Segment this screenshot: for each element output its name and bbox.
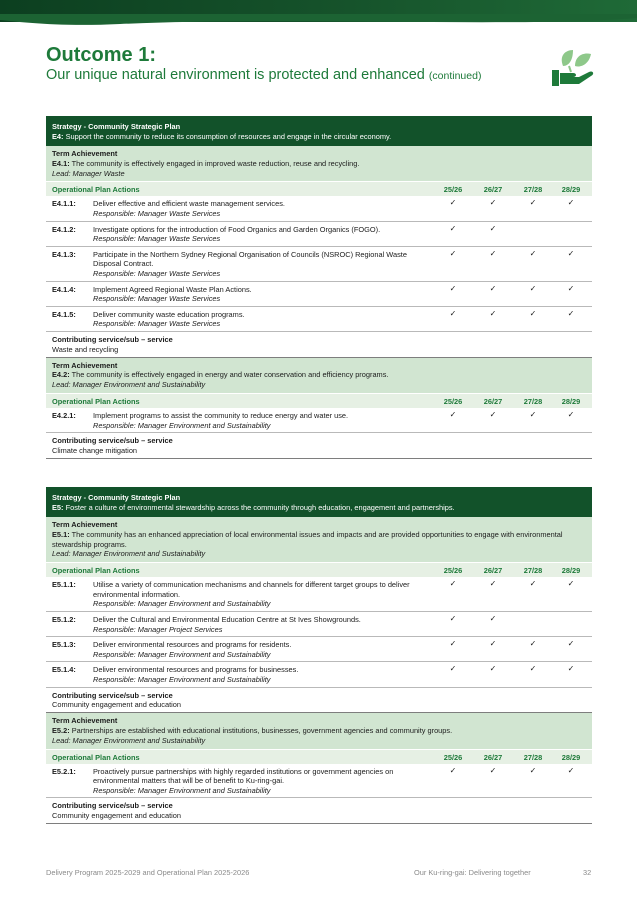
contributing-heading: Contributing service/sub – service <box>52 436 173 446</box>
actions-header-label: Operational Plan Actions <box>52 185 140 195</box>
tick-icon: ✓ <box>489 409 497 419</box>
tick-icon: ✓ <box>489 639 497 649</box>
strategy-block-e4 <box>46 116 592 459</box>
action-row <box>46 222 592 247</box>
year-header: 25/26 <box>443 185 463 195</box>
contributing-value: Community engagement and education <box>52 811 182 821</box>
tick-icon: ✓ <box>449 409 457 419</box>
term-achievement <box>46 146 592 181</box>
action-description: Participate in the Northern Sydney Regional Organisation of Councils (NSROC) Regional Waste Disposal Contract. <box>93 249 407 269</box>
tick-icon: ✓ <box>567 248 575 258</box>
action-row <box>46 196 592 221</box>
action-description: Proactively pursue partnerships with highly regarded institutions or government agencies on environmental matters that will be of benefit to Ku-ring-gai. <box>93 766 394 786</box>
term-heading: Term Achievement <box>52 149 118 158</box>
tick-icon: ✓ <box>529 248 537 258</box>
contributing-value: Community engagement and education <box>52 700 182 710</box>
tick-icon: ✓ <box>529 765 537 775</box>
term-text: Partnerships are established with educational institutions, businesses, government agencies and community groups. <box>71 725 453 735</box>
tick-icon: ✓ <box>529 198 537 208</box>
tick-icon: ✓ <box>489 248 497 258</box>
actions-header-label: Operational Plan Actions <box>52 566 140 576</box>
term-heading: Term Achievement <box>52 520 118 529</box>
subtitle-suffix: (continued) <box>428 70 482 82</box>
contributing-service <box>46 332 592 358</box>
action-row <box>46 282 592 307</box>
subtitle-text: Our unique natural environment is protected and enhanced <box>46 67 425 83</box>
action-responsible: Responsible: Manager Environment and Sustainability <box>93 674 271 684</box>
action-responsible: Responsible: Manager Waste Services <box>93 208 221 218</box>
term-code: E5.2: <box>52 725 70 735</box>
action-code: E5.1.3: <box>52 640 76 650</box>
actions-header-label: Operational Plan Actions <box>52 752 140 762</box>
year-header: 26/27 <box>483 185 503 195</box>
tick-icon: ✓ <box>449 223 457 233</box>
action-responsible: Responsible: Manager Environment and Sustainability <box>93 599 271 609</box>
year-header: 27/28 <box>523 566 543 576</box>
action-code: E5.1.4: <box>52 665 76 675</box>
action-responsible: Responsible: Manager Waste Services <box>93 234 221 244</box>
action-row <box>46 307 592 332</box>
action-row <box>46 637 592 662</box>
action-description: Implement Agreed Regional Waste Plan Actions. <box>93 284 252 294</box>
tick-icon: ✓ <box>449 664 457 674</box>
action-row <box>46 408 592 433</box>
strategy-heading: Strategy - Community Strategic Plan <box>52 122 181 131</box>
tick-icon: ✓ <box>529 409 537 419</box>
term-achievement <box>46 713 592 748</box>
tick-icon: ✓ <box>489 613 497 623</box>
year-header: 25/26 <box>443 566 463 576</box>
actions-header-label: Operational Plan Actions <box>52 396 140 406</box>
action-description: Implement programs to assist the community to reduce energy and water use. <box>93 410 349 420</box>
tick-icon: ✓ <box>449 308 457 318</box>
tick-icon: ✓ <box>567 664 575 674</box>
action-description: Deliver environmental resources and programs for businesses. <box>93 665 299 675</box>
contributing-heading: Contributing service/sub – service <box>52 801 173 811</box>
tick-icon: ✓ <box>449 283 457 293</box>
term-lead: Lead: Manager Environment and Sustainability <box>52 549 206 559</box>
tick-icon: ✓ <box>449 248 457 258</box>
tick-icon: ✓ <box>449 765 457 775</box>
strategy-header <box>46 116 592 146</box>
year-header: 26/27 <box>483 752 503 762</box>
action-description: Deliver community waste education programs. <box>93 309 245 319</box>
year-header: 25/26 <box>443 396 463 406</box>
action-row <box>46 612 592 637</box>
year-header: 28/29 <box>561 396 581 406</box>
strategy-header <box>46 487 592 517</box>
action-code: E4.1.3: <box>52 249 76 259</box>
tick-icon: ✓ <box>529 579 537 589</box>
tick-icon: ✓ <box>489 765 497 775</box>
action-row <box>46 764 592 799</box>
contributing-value: Climate change mitigation <box>52 445 138 455</box>
strategy-block-e5 <box>46 487 592 824</box>
contributing-service <box>46 688 592 714</box>
tick-icon: ✓ <box>567 579 575 589</box>
tick-icon: ✓ <box>489 198 497 208</box>
contributing-service <box>46 433 592 459</box>
action-code: E4.1.1: <box>52 199 76 209</box>
year-header: 28/29 <box>561 752 581 762</box>
action-responsible: Responsible: Manager Environment and Sustainability <box>93 649 271 659</box>
year-header: 26/27 <box>483 566 503 576</box>
year-header: 26/27 <box>483 396 503 406</box>
action-row <box>46 662 592 687</box>
tick-icon: ✓ <box>567 409 575 419</box>
term-text: The community is effectively engaged in energy and water conservation and efficiency programs. <box>71 370 389 380</box>
action-code: E5.1.2: <box>52 614 76 624</box>
contributing-heading: Contributing service/sub – service <box>52 334 173 344</box>
term-achievement <box>46 358 592 393</box>
strategy-text: Foster a culture of environmental stewardship across the community through education, engagement and partnerships. <box>65 503 455 512</box>
header-wave <box>0 14 637 28</box>
action-responsible: Responsible: Manager Waste Services <box>93 268 221 278</box>
term-text: The community is effectively engaged in improved waste reduction, reuse and recycling. <box>71 158 360 168</box>
year-header: 27/28 <box>523 396 543 406</box>
term-text: The community has an enhanced appreciation of local environmental issues and impacts and are provided opportunities to engage with environmental stewardship programs. <box>52 529 563 549</box>
tick-icon: ✓ <box>449 639 457 649</box>
tick-icon: ✓ <box>529 283 537 293</box>
tick-icon: ✓ <box>489 579 497 589</box>
year-header: 28/29 <box>561 566 581 576</box>
action-description: Utilise a variety of communication mechanisms and channels for different target groups to deliver environmental information. <box>93 580 410 599</box>
tick-icon: ✓ <box>449 198 457 208</box>
action-row <box>46 577 592 612</box>
tick-icon: ✓ <box>489 664 497 674</box>
tick-icon: ✓ <box>567 639 575 649</box>
tick-icon: ✓ <box>529 308 537 318</box>
action-row <box>46 247 592 282</box>
term-code: E4.1: <box>52 158 70 168</box>
action-code: E5.2.1: <box>52 766 76 776</box>
actions-header <box>46 393 592 408</box>
term-lead: Lead: Manager Environment and Sustainability <box>52 380 206 390</box>
page-number: 32 <box>583 868 592 877</box>
action-description: Deliver environmental resources and programs for residents. <box>93 640 292 650</box>
action-code: E4.2.1: <box>52 410 76 420</box>
tick-icon: ✓ <box>529 664 537 674</box>
term-code: E5.1: <box>52 529 70 539</box>
tick-icon: ✓ <box>567 198 575 208</box>
term-achievement <box>46 517 592 562</box>
tick-icon: ✓ <box>567 765 575 775</box>
actions-header <box>46 181 592 196</box>
page-subtitle <box>46 67 481 83</box>
action-responsible: Responsible: Manager Environment and Sustainability <box>93 420 271 430</box>
action-responsible: Responsible: Manager Environment and Sustainability <box>93 785 271 795</box>
term-heading: Term Achievement <box>52 360 118 370</box>
tick-icon: ✓ <box>489 308 497 318</box>
year-header: 28/29 <box>561 185 581 195</box>
term-heading: Term Achievement <box>52 716 118 726</box>
term-code: E4.2: <box>52 370 70 380</box>
tick-icon: ✓ <box>449 579 457 589</box>
strategy-code: E5: <box>52 503 64 512</box>
action-code: E5.1.1: <box>52 580 76 590</box>
term-lead: Lead: Manager Waste <box>52 168 125 178</box>
strategy-code: E4: <box>52 132 64 141</box>
contributing-value: Waste and recycling <box>52 344 119 354</box>
action-code: E4.1.2: <box>52 224 76 234</box>
term-lead: Lead: Manager Environment and Sustainability <box>52 735 206 745</box>
action-code: E4.1.5: <box>52 309 76 319</box>
tick-icon: ✓ <box>489 283 497 293</box>
footer-document-title: Delivery Program 2025-2029 and Operational Plan 2025-2026 <box>46 868 250 877</box>
actions-header <box>46 749 592 764</box>
tick-icon: ✓ <box>567 308 575 318</box>
page-title: Outcome 1: <box>46 44 157 66</box>
strategy-text: Support the community to reduce its consumption of resources and engage in the circular economy. <box>65 132 392 141</box>
hand-with-leaves-icon <box>549 46 595 88</box>
action-responsible: Responsible: Manager Project Services <box>93 624 223 634</box>
contributing-heading: Contributing service/sub – service <box>52 690 173 700</box>
tick-icon: ✓ <box>489 223 497 233</box>
action-code: E4.1.4: <box>52 284 76 294</box>
tick-icon: ✓ <box>529 639 537 649</box>
actions-header <box>46 562 592 577</box>
footer-tagline: Our Ku-ring-gai: Delivering together <box>414 868 531 877</box>
contributing-service <box>46 798 592 824</box>
year-header: 25/26 <box>443 752 463 762</box>
tick-icon: ✓ <box>449 613 457 623</box>
action-description: Deliver effective and efficient waste management services. <box>93 199 285 209</box>
action-description: Deliver the Cultural and Environmental Education Centre at St Ives Showgrounds. <box>93 614 361 624</box>
year-header: 27/28 <box>523 752 543 762</box>
action-description: Investigate options for the introduction of Food Organics and Garden Organics (FOGO). <box>93 224 381 234</box>
action-responsible: Responsible: Manager Waste Services <box>93 294 221 304</box>
tick-icon: ✓ <box>567 283 575 293</box>
action-responsible: Responsible: Manager Waste Services <box>93 319 221 329</box>
strategy-heading: Strategy - Community Strategic Plan <box>52 493 181 502</box>
year-header: 27/28 <box>523 185 543 195</box>
